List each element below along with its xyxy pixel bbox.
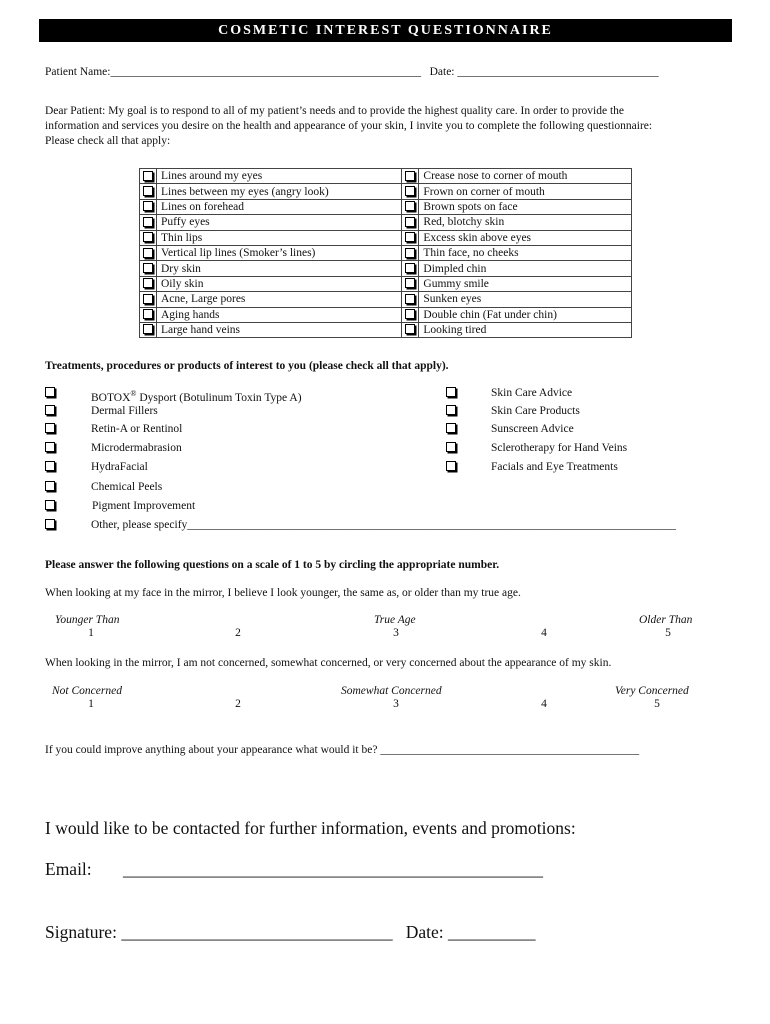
signature-field[interactable]: _______________________________ — [121, 922, 393, 942]
treatment-option[interactable] — [45, 499, 196, 514]
patient-name-label: Patient Name: — [45, 66, 111, 78]
q2-option-1[interactable]: 1 — [88, 698, 94, 710]
concern-left-checkbox[interactable] — [140, 230, 157, 245]
q2-option-3[interactable]: 3 — [393, 698, 399, 710]
concern-left-label: Vertical lip lines (Smoker’s lines) — [157, 245, 402, 260]
checkbox-icon — [405, 186, 415, 196]
question-2: When looking in the mirror, I am not concerned, somewhat concerned, or very concerned about the appearance of my skin. — [45, 657, 612, 669]
treatment-label: Sclerotherapy for Hand Veins — [491, 442, 628, 454]
concern-row — [140, 276, 632, 291]
treatment-label: Chemical Peels — [91, 481, 163, 493]
checkbox-icon — [143, 263, 153, 273]
treatment-label: Other, please specify — [91, 519, 188, 531]
question-1: When looking at my face in the mirror, I believe I look younger, the same as, or older than my true age. — [45, 587, 521, 599]
treatment-label: Retin-A or Rentinol — [91, 423, 183, 435]
concern-left-label: Thin lips — [157, 230, 402, 245]
q1-option-2[interactable]: 2 — [235, 627, 241, 639]
concern-left-checkbox[interactable] — [140, 322, 157, 337]
treatment-option[interactable] — [446, 422, 574, 437]
checkbox-icon — [143, 217, 153, 227]
treatment-label: Microdermabrasion — [91, 442, 182, 454]
scale-heading: Please answer the following questions on a scale of 1 to 5 by circling the appropriate number. — [45, 559, 500, 571]
q2-high-label: Very Concerned — [615, 685, 689, 697]
date-field[interactable]: ___________________________________ — [457, 66, 659, 78]
concern-right-label: Gummy smile — [419, 276, 632, 291]
concern-right-checkbox[interactable] — [402, 276, 419, 291]
concern-left-checkbox[interactable] — [140, 307, 157, 322]
botox-description: Dysport (Botulinum Toxin Type A) — [136, 391, 302, 404]
concern-left-label: Aging hands — [157, 307, 402, 322]
checkbox-icon — [143, 278, 153, 288]
concern-right-label: Red, blotchy skin — [419, 215, 632, 230]
concern-row — [140, 184, 632, 199]
registered-mark: ® — [130, 389, 137, 398]
concern-left-checkbox[interactable] — [140, 199, 157, 214]
checkbox-icon — [405, 294, 415, 304]
treatment-option[interactable] — [446, 441, 628, 456]
checkbox-icon — [143, 294, 153, 304]
intro-line: Dear Patient: My goal is to respond to all of my patient’s needs and to provide the highest quality care. In order to provide the — [45, 105, 625, 117]
concern-right-checkbox[interactable] — [402, 292, 419, 307]
checkbox-icon[interactable] — [45, 481, 55, 491]
concern-right-label: Crease nose to corner of mouth — [419, 169, 632, 184]
treatment-option[interactable] — [446, 404, 580, 419]
intro-line: information and services you desire on the health and appearance of your skin, I invite you to complete the following questionnaire: — [45, 120, 653, 132]
checkbox-icon[interactable] — [446, 423, 456, 433]
concern-left-label: Lines on forehead — [157, 199, 402, 214]
concern-right-label: Dimpled chin — [419, 261, 632, 276]
concern-left-label: Lines around my eyes — [157, 169, 402, 184]
concern-right-checkbox[interactable] — [402, 245, 419, 260]
patient-line — [45, 65, 659, 80]
concern-left-checkbox[interactable] — [140, 245, 157, 260]
q1-mid-label: True Age — [374, 614, 416, 626]
checkbox-icon — [405, 324, 415, 334]
concern-right-label: Double chin (Fat under chin) — [419, 307, 632, 322]
concern-right-checkbox[interactable] — [402, 230, 419, 245]
concern-left-label: Puffy eyes — [157, 215, 402, 230]
checkbox-icon — [143, 201, 153, 211]
checkbox-icon[interactable] — [45, 500, 55, 510]
date-label: Date: — [429, 66, 455, 78]
checkbox-icon[interactable] — [45, 461, 55, 471]
treatment-option[interactable] — [45, 404, 158, 419]
checkbox-icon[interactable] — [446, 405, 456, 415]
q1-option-1[interactable]: 1 — [88, 627, 94, 639]
email-label: Email: — [45, 859, 92, 879]
concern-row — [140, 169, 632, 184]
checkbox-icon[interactable] — [45, 387, 55, 397]
q1-option-4[interactable]: 4 — [541, 627, 547, 639]
improve-field[interactable]: _____________________________________________ — [380, 744, 640, 756]
patient-name-field[interactable]: ______________________________________________________ — [110, 66, 421, 78]
checkbox-icon — [405, 217, 415, 227]
concern-right-checkbox[interactable] — [402, 215, 419, 230]
treatment-option[interactable] — [446, 386, 573, 401]
treatment-option[interactable] — [45, 441, 182, 456]
checkbox-icon — [405, 232, 415, 242]
q2-mid-label: Somewhat Concerned — [341, 685, 442, 697]
concern-right-label: Thin face, no cheeks — [419, 245, 632, 260]
concern-left-checkbox[interactable] — [140, 292, 157, 307]
checkbox-icon — [405, 248, 415, 258]
concern-left-label: Acne, Large pores — [157, 292, 402, 307]
concern-left-checkbox[interactable] — [140, 276, 157, 291]
treatment-label: Skin Care Advice — [491, 387, 573, 399]
concern-right-checkbox[interactable] — [402, 322, 419, 337]
treatment-label: Dermal Fillers — [91, 405, 158, 417]
signature-label: Signature: — [45, 922, 117, 942]
q2-option-2[interactable]: 2 — [235, 698, 241, 710]
treatment-option[interactable] — [45, 518, 677, 533]
concern-row — [140, 199, 632, 214]
concern-right-checkbox[interactable] — [402, 184, 419, 199]
treatment-label: Pigment Improvement — [92, 500, 196, 512]
concern-left-checkbox[interactable] — [140, 215, 157, 230]
other-label-group — [91, 518, 676, 533]
checkbox-icon — [405, 309, 415, 319]
concern-left-checkbox[interactable] — [140, 169, 157, 184]
improve-line — [45, 743, 639, 758]
concern-left-checkbox[interactable] — [140, 261, 157, 276]
q1-option-5[interactable]: 5 — [665, 627, 671, 639]
checkbox-icon[interactable] — [45, 423, 55, 433]
concern-left-checkbox[interactable] — [140, 184, 157, 199]
checkbox-icon[interactable] — [45, 442, 55, 452]
concern-row — [140, 245, 632, 260]
concern-row — [140, 215, 632, 230]
concern-left-label: Dry skin — [157, 261, 402, 276]
treatment-label: BOTOX — [91, 391, 131, 404]
concern-right-checkbox[interactable] — [402, 307, 419, 322]
treatment-label: Facials and Eye Treatments — [491, 461, 618, 473]
q2-option-4[interactable]: 4 — [541, 698, 547, 710]
concern-row — [140, 292, 632, 307]
checkbox-icon — [143, 248, 153, 258]
checkbox-icon — [143, 171, 153, 181]
signature-line — [45, 921, 535, 943]
intro-line: Please check all that apply: — [45, 135, 171, 147]
botox-label-group — [91, 386, 302, 406]
concern-row — [140, 230, 632, 245]
other-specify-field[interactable]: _____________________________________________________________________________________ — [187, 519, 677, 531]
concern-right-checkbox[interactable] — [402, 261, 419, 276]
q2-option-5[interactable]: 5 — [654, 698, 660, 710]
checkbox-icon — [405, 278, 415, 288]
concern-right-label: Looking tired — [419, 322, 632, 337]
concerns-table — [139, 168, 632, 338]
concern-left-label: Large hand veins — [157, 322, 402, 337]
signature-date-label: Date: — [405, 922, 444, 942]
concern-right-label: Excess skin above eyes — [419, 230, 632, 245]
concern-row — [140, 261, 632, 276]
treatment-option[interactable] — [446, 460, 618, 475]
q1-option-3[interactable]: 3 — [393, 627, 399, 639]
form-title: COSMETIC INTEREST QUESTIONNAIRE — [39, 19, 732, 42]
checkbox-icon — [405, 263, 415, 273]
treatment-option[interactable] — [45, 460, 148, 475]
treatment-label: Sunscreen Advice — [491, 423, 574, 435]
contact-statement: I would like to be contacted for further information, events and promotions: — [45, 818, 576, 838]
checkbox-icon — [143, 309, 153, 319]
concern-right-label: Brown spots on face — [419, 199, 632, 214]
concern-right-checkbox[interactable] — [402, 169, 419, 184]
concern-left-label: Lines between my eyes (angry look) — [157, 184, 402, 199]
treatment-option[interactable] — [45, 386, 302, 404]
checkbox-icon — [143, 186, 153, 196]
checkbox-icon[interactable] — [45, 519, 55, 529]
checkbox-icon — [143, 232, 153, 242]
checkbox-icon[interactable] — [446, 461, 456, 471]
concern-row — [140, 322, 632, 337]
concern-row — [140, 307, 632, 322]
checkbox-icon — [405, 171, 415, 181]
checkbox-icon — [405, 201, 415, 211]
q2-low-label: Not Concerned — [52, 685, 122, 697]
checkbox-icon[interactable] — [45, 405, 55, 415]
concern-right-label: Frown on corner of mouth — [419, 184, 632, 199]
treatment-option[interactable] — [45, 480, 163, 495]
improve-question: If you could improve anything about your appearance what would it be? — [45, 744, 378, 756]
checkbox-icon — [143, 324, 153, 334]
treatments-heading: Treatments, procedures or products of interest to you (please check all that apply). — [45, 360, 449, 372]
checkbox-icon[interactable] — [446, 442, 456, 452]
treatment-label: HydraFacial — [91, 461, 148, 473]
concern-right-checkbox[interactable] — [402, 199, 419, 214]
treatment-option[interactable] — [45, 422, 183, 437]
checkbox-icon[interactable] — [446, 387, 456, 397]
intro-paragraph — [45, 104, 652, 149]
concern-right-label: Sunken eyes — [419, 292, 632, 307]
treatment-label: Skin Care Products — [491, 405, 580, 417]
signature-date-field[interactable]: __________ — [447, 922, 536, 942]
q1-high-label: Older Than — [639, 614, 693, 626]
concern-left-label: Oily skin — [157, 276, 402, 291]
email-field[interactable]: ________________________________________________ — [123, 859, 543, 879]
q1-low-label: Younger Than — [55, 614, 120, 626]
